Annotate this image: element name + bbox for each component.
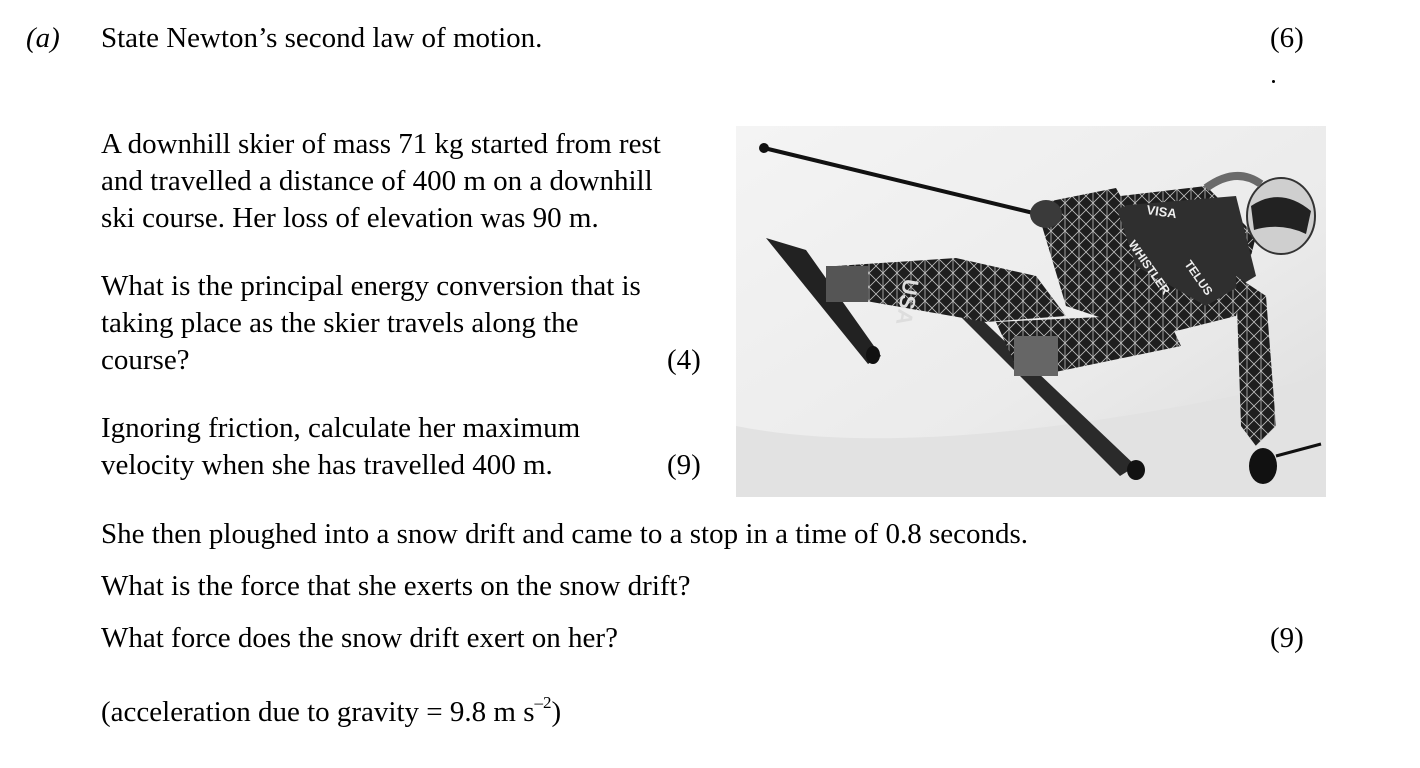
- force-on-skier-question: What force does the snow drift exert on her?: [101, 622, 618, 654]
- q1-line: course?: [101, 344, 190, 376]
- force-on-drift-question: What is the force that she exerts on the snow drift?: [101, 570, 691, 602]
- intro-line: and travelled a distance of 400 m on a downhill: [101, 165, 653, 197]
- energy-conversion-question: [101, 268, 641, 379]
- bib-telus-text: TELUS: [1181, 257, 1216, 298]
- marks-force-questions: (9): [1270, 622, 1304, 654]
- gravity-note: [101, 694, 561, 731]
- part-label: (a): [26, 22, 60, 54]
- snow-drift-statement: She then ploughed into a snow drift and came to a stop in a time of 0.8 seconds.: [101, 518, 1029, 550]
- gravity-prefix: (acceleration due to gravity = 9.8 m s: [101, 696, 535, 728]
- glove-upper: [1030, 200, 1062, 228]
- bib-whistler-text: WHISTLER: [1125, 237, 1173, 298]
- q1-line: taking place as the skier travels along the: [101, 307, 579, 339]
- intro-line: A downhill skier of mass 71 kg started from rest: [101, 128, 661, 160]
- ski-left-tip: [866, 346, 880, 364]
- marks-energy-conversion: (4): [667, 344, 701, 376]
- intro-paragraph: [101, 126, 661, 237]
- ski-right-tip: [1127, 460, 1145, 480]
- bib-visa-text: VISA: [1145, 202, 1178, 222]
- marks-question-a: (6): [1270, 22, 1304, 54]
- marks-max-velocity: (9): [667, 449, 701, 481]
- q1-line: What is the principal energy conversion that is: [101, 270, 641, 302]
- ski-boot-right: [1014, 336, 1058, 376]
- q2-line: Ignoring friction, calculate her maximum: [101, 412, 581, 444]
- stray-dot: [1272, 80, 1275, 83]
- question-newton-law: State Newton’s second law of motion.: [101, 22, 543, 54]
- max-velocity-question: [101, 410, 580, 484]
- intro-line: ski course. Her loss of elevation was 90 m.: [101, 202, 599, 234]
- gravity-suffix: ): [551, 696, 562, 728]
- leg-usa-text: USA: [891, 277, 924, 328]
- skier-photo: [736, 126, 1326, 497]
- q2-line: velocity when she has travelled 400 m.: [101, 449, 553, 481]
- ski-boot-left: [826, 266, 868, 302]
- gravity-exponent: –2: [534, 693, 552, 713]
- glove-lower: [1249, 448, 1277, 484]
- pole-tip: [759, 143, 769, 153]
